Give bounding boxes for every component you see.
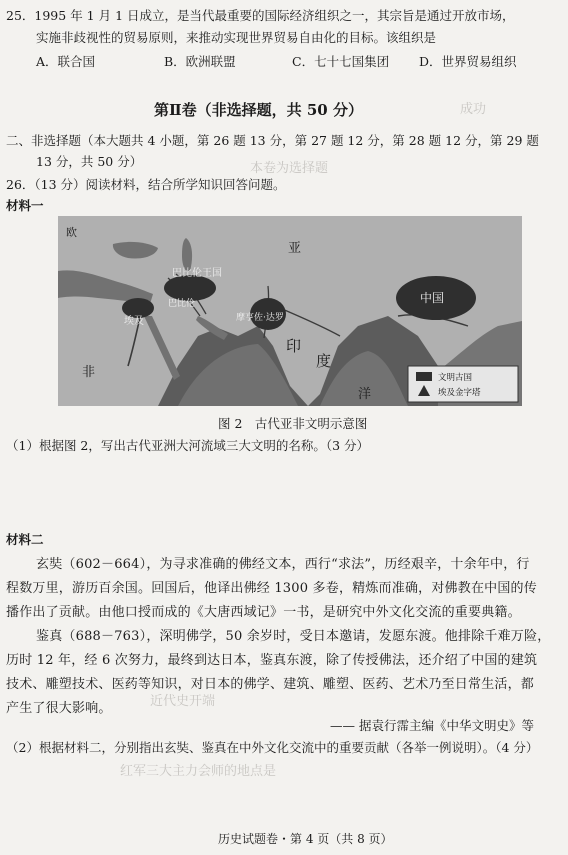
map-label-africa: 非 <box>82 365 96 380</box>
jianzhen-line4: 产生了很大影响。 <box>6 701 112 716</box>
map-label-babylon-city: 巴比伦 <box>168 299 196 309</box>
map-label-asia: 亚 <box>288 241 302 256</box>
q25-line1: 25．1995 年 1 月 1 日成立，是当代最重要的国际经济组织之一，其宗旨是通过开放市场， <box>6 8 515 23</box>
q26-intro: 26．（13 分）阅读材料，结合所学知识回答问题。 <box>6 177 286 192</box>
part2-line1: 二、非选择题（本大题共 4 小题，第 26 题 13 分，第 27 题 12 分，第 28 题 12 分，第 29 题 <box>6 133 539 148</box>
part2-line2: 13 分，共 50 分） <box>36 154 143 169</box>
map-label-egypt: 埃及 <box>124 316 144 327</box>
map-caption: 图 2 古代亚非文明示意图 <box>218 416 368 431</box>
material2-label: 材料二 <box>6 532 44 547</box>
q26-subquestion-2: （2）根据材料二，分别指出玄奘、鉴真在中外文化交流中的重要贡献（各举一例说明）。（4 分） <box>6 740 539 755</box>
map-label-indus: 摩亨佐·达罗 <box>236 313 284 323</box>
jianzhen-line1: 鉴真（688－763），深明佛学，50 余岁时，受日本邀请，发愿东渡。他排除千难万险， <box>36 629 551 644</box>
legend-pyramid: 埃及金字塔 <box>438 388 481 398</box>
xuanzang-line3: 播作出了贡献。由他口授而成的《大唐西域记》一书，是研究中外文化交流的重要典籍。 <box>6 605 521 620</box>
q25-option-a: A．联合国 <box>36 54 96 69</box>
q25-line2: 实施非歧视性的贸易原则，来推动实现世界贸易自由化的目标。该组织是 <box>36 30 437 45</box>
q25-option-d: D．世界贸易组织 <box>419 54 517 69</box>
map-label-europe: 欧 <box>66 226 77 239</box>
legend-civilization: 文明古国 <box>438 373 473 383</box>
map-label-india: 印 <box>286 337 302 355</box>
map-label-ocean: 洋 <box>358 387 372 402</box>
material2-source: —— 据袁行霈主编《中华文明史》等 <box>330 718 534 733</box>
material1-label: 材料一 <box>6 198 44 213</box>
jianzhen-line3: 技术、雕塑技术、医药等知识，对日本的佛学、建筑、雕塑、医药、艺术乃至日常生活，都 <box>6 677 535 692</box>
map-label-china: 中国 <box>420 291 445 305</box>
ancient-civilizations-map <box>58 216 522 406</box>
section-title: 第Ⅱ卷（非选择题，共 50 分） <box>154 101 363 119</box>
xuanzang-line1: 玄奘（602－664），为寻求准确的佛经文本，西行“求法”，历经艰辛，十余年中，行 <box>36 557 530 572</box>
xuanzang-line2: 程数万里，游历百余国。回国后，他译出佛经 1300 多卷，精炼而准确，对佛教在中国的传 <box>6 581 537 596</box>
q25-option-b: B．欧洲联盟 <box>164 54 236 69</box>
map-legend <box>408 366 518 402</box>
jianzhen-line2: 历时 12 年，经 6 次努力，最终到达日本，鉴真东渡，除了传授佛法，还介绍了中国的建筑 <box>6 653 538 668</box>
egypt-civilization-region <box>122 298 154 318</box>
q25-option-c: C．七十七国集团 <box>292 54 390 69</box>
page-footer: 历史试题卷・第 4 页（共 8 页） <box>218 832 393 846</box>
map-label-babylon: 巴比伦王国 <box>172 268 222 279</box>
map-label-india2: 度 <box>316 352 332 370</box>
q26-subquestion-1: （1）根据图 2，写出古代亚洲大河流域三大文明的名称。（3 分） <box>6 438 370 453</box>
